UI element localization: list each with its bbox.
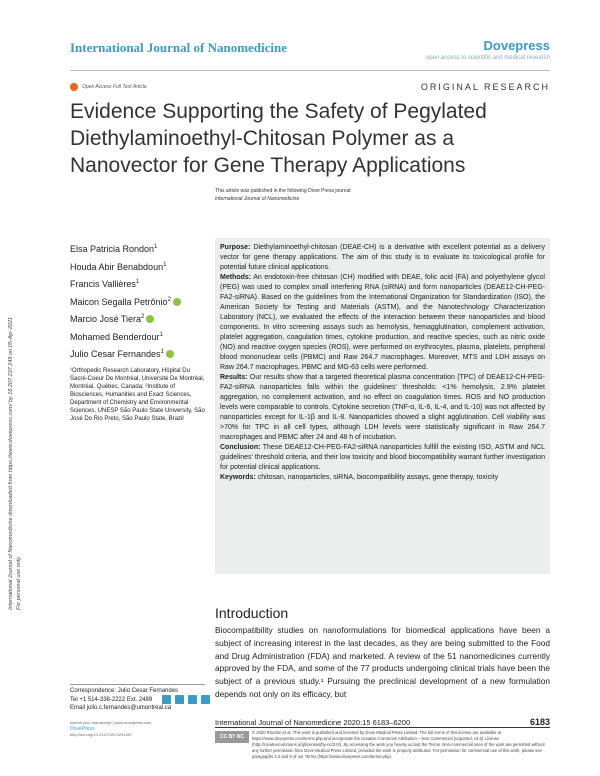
download-notice: International Journal of Nanomedicine downloaded from https://www.dovepress.com/ by 18.207.237.249 on 05-Apr-2021 [8,316,14,610]
submission-info [70,720,205,738]
author-name: Julio Cesar Fernandes [70,349,161,359]
author-item [70,310,200,328]
footer-divider [215,727,550,728]
creative-commons-badge[interactable]: CC BY NC [215,731,249,743]
correspondence [70,684,205,713]
abstract-keywords: Keywords: chitosan, nanoparticles, siRNA, biocompatibility assays, gene therapy, toxicity [220,474,499,481]
dovepress-label: DovePress [70,726,95,732]
article-type: ORIGINAL RESEARCH [420,82,550,92]
author-name: Francis Vallières [70,279,136,289]
author-name: Marcio José Tiera [70,314,142,324]
author-item [70,328,200,346]
header-divider [70,70,550,71]
abstract-conclusion: Conclusion: These DEAE12-CH-PEG-FA2-siRNA nanoparticles fulfill the existing ISO, ASTM and NCL guidelines' threshold criteria, and their low toxicity and blood biocompatibility warrant further investigation for potential clinical applications. [220,444,545,471]
author-list [70,240,200,363]
conclusion-label: Conclusion: [220,444,261,451]
author-affiliation-number: 1 [154,244,158,250]
author-item [70,258,200,276]
purpose-label: Purpose: [220,244,251,251]
methods-label: Methods: [220,274,252,281]
abstract-box [215,238,550,574]
publisher-name: Dovepress [483,38,550,53]
article-title: Evidence Supporting the Safety of Pegylated Diethylaminoethyl-Chitosan Polymer as a Nanovector for Gene Therapy Applications [70,100,487,177]
open-access-label [70,83,147,91]
publication-note-journal: International Journal of Nanomedicine [215,196,300,202]
youtube-icon[interactable] [201,695,210,704]
page-number: 6183 [529,717,550,727]
citation-line: International Journal of Nanomedicine 2020:15 6183–6200 [215,718,411,727]
orcid-icon[interactable] [146,315,154,323]
introduction-text: Biocompatibility studies on nanoformulations for biomedical applications have been a subject of increasing interest in the last decades, as they are being submitted to the Food and Drug Administration (FDA) and marketed. A review of the 51 nanomedicines currently approved by the FDA, and some of the 77 products undergoing clinical trials have been the subject of a previous study.¹ Pursuing the preclinical development of a new formulation depends not only on its efficacy, but [215,625,550,699]
publication-note [215,187,352,203]
orcid-icon[interactable] [173,298,181,306]
author-affiliation-number: 2 [167,296,171,303]
facebook-icon[interactable] [162,695,171,704]
affiliations: ¹Orthopedic Research Laboratory, Hôpital Du Sacré-Coeur De Montréal, Université De Montréal, Montréal, Québec, Canada; ²Institute of Biosciences, Humanities and Exact Sciences, Department of Chemistry and Environmental Sciences, UNESP São Paulo State University, São José Do Rio Preto, São Paulo State, Brazil [70,368,205,422]
publisher-logo[interactable] [426,38,550,61]
author-name: Elsa Patricia Rondon [70,244,155,254]
author-affiliation-number: 1 [160,349,164,355]
correspondence-email[interactable]: Email julio.c.fernandes@umontreal.ca [70,705,172,711]
license-text: © 2020 Rondon et al. This work is published and licensed by Dove Medical Press Limited. The full terms of this license are available at https://www.dovepress.com/terms.php and incorporate the Creative Commons Attribution – Non Commercial (unported, v3.0) License (http://creativecommons.org/licenses/by-nc/3.0/). By accessing the work you hereby accept the Terms. Non-commercial uses of the work are permitted without any further permission from Dove Medical Press Limited, provided the work is properly attributed. For permission for commercial use of this work, please see paragraphs 4.2 and 5 of our Terms (https://www.dovepress.com/terms.php). [252,730,545,759]
author-affiliation-number: 1 [135,279,140,285]
linkedin-icon[interactable] [188,695,197,704]
results-label: Results: [220,374,248,381]
orcid-icon[interactable] [166,350,174,358]
author-item [70,345,200,363]
author-affiliation-number: 2 [141,314,145,320]
keywords-label: Keywords: [220,474,256,481]
author-name: Maicon Segalla Petrônio [70,296,168,307]
correspondence-name: Correspondence: Julio Cesar Fernandes [70,688,179,694]
author-name: Houda Abir Benabdoun [70,261,164,272]
abstract-methods: Methods: An endotoxin-free chitosan (CH) modified with DEAE, folic acid (FA) and polyethylene glycol (PEG) was used to complex small interfering RNA (siRNA) and form nanoparticles (DEAE12-CH-PEG-FA2-siRNA). Based on the guidelines from the International Organization for Standardization (ISO), the American Society for Testing and Materials (ASTM), and the Nanotechnology Characterization Laboratory (NCL), we evaluated the effects of the interaction between these nanoparticles and blood components. In vitro screening assays such as hemolysis, hemagglutination, complement activation, platelet aggregation, coagulation times, cytokine production, and reactive species, such as nitric oxide (NO) and reactive oxygen species (ROS), were performed on erythrocytes, plasma, platelets, peripheral blood mononuclear cells (PBMC) and Raw 264.7 macrophages. Moreover, MTS and LDH assays on Raw 264.7 macrophages, PBMC and MG-63 cells were performed. [220,274,545,371]
correspondence-phone: Tel +1 514-338-2222 Ext. 2489 [70,696,153,703]
doi-link[interactable]: http://doi.org/10.2147/IJN.S291397 [70,732,133,737]
open-access-text: Open Access Full Text Article [82,84,147,90]
publication-note-line: This article was published in the following Dove Press journal: [215,188,352,194]
submit-link[interactable]: submit your manuscript | www.dovepress.com [70,720,152,725]
personal-use-notice: For personal use only. [16,555,22,610]
author-item [70,240,200,258]
journal-name: International Journal of Nanomedicine [70,40,288,55]
open-access-lock-icon [70,83,78,91]
author-affiliation-number: 1 [163,261,167,268]
author-affiliation-number: 1 [159,331,163,338]
download-sidebar [2,140,22,610]
abstract-results: Results: Our results show that a targeted theoretical plasma concentration (TPC) of DEAE12-CH-PEG-FA2-siRNA nanoparticles falls within the guidelines' thresholds: <1% hemolysis, 2.9% platelet aggregation, no complement activation, and no effect on coagulation times. ROS and NO production levels were comparable to controls. Cytokine secretion (TNF-α, IL-6, IL-4, and IL-10) was not affected by nanoparticles except for IL-1β and IL-8. Nanoparticles showed a slight agglutination. Cell viability was >70% for TPC in all cell types, although LDH levels were statistically significant in Raw 264.7 macrophages and PBMC after 24 and 48 h of incubation. [220,374,545,441]
twitter-icon[interactable] [175,695,184,704]
publisher-tagline: open access to scientific and medical research [425,55,550,61]
author-name: Mohamed Benderdour [70,331,160,342]
introduction-heading: Introduction [215,605,289,621]
author-item [70,293,200,311]
author-item [70,275,200,293]
abstract-purpose: Purpose: Diethylaminoethyl-chitosan (DEAE-CH) is a derivative with excellent potential as a delivery vector for gene therapy applications. The aim of this study is to evaluate its toxicological profile for potential future clinical applications. [220,244,545,271]
